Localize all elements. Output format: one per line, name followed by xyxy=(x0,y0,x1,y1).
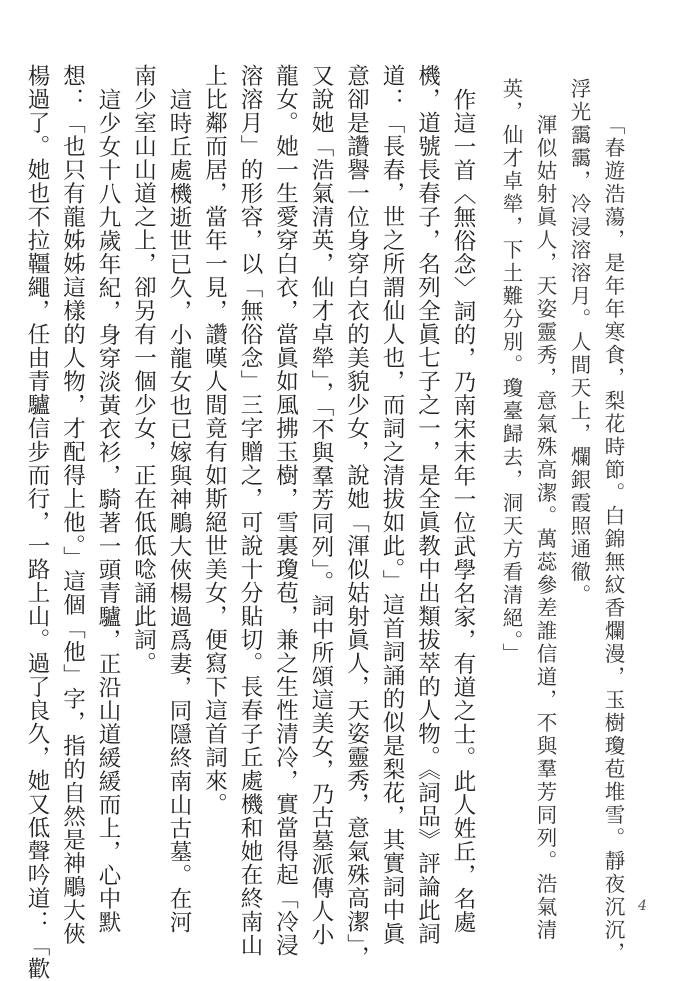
text-column: 這少女十八九歲年紀，身穿淡黃衣衫，騎著一頭青驢，正沿山道緩緩而上，心中默 xyxy=(95,88,121,934)
text-column: 龍女。她一生愛穿白衣，當眞如風拂玉樹，雪裏瓊苞，兼之生性清冷，實當得起「冷浸 xyxy=(272,64,299,957)
vertical-text-block xyxy=(19,64,631,981)
text-column: 意卻是讚譽一位身穿白衣的美貌少女，說她「渾似姑射眞人，天姿靈秀，意氣殊高潔」， xyxy=(343,64,370,970)
stanza-gap xyxy=(480,64,494,670)
text-column: 上比鄰而居，當年一見，讚嘆人間竟有如斯絕世美女，便寫下這首詞來。 xyxy=(201,64,228,816)
page-number: 4 xyxy=(638,898,647,914)
text-column: 道：「長春，世之所謂仙人也，而詞之清拔如此。」這首詞誦的似是梨花，其實詞中眞 xyxy=(379,64,405,946)
text-column: 作這一首〈無俗念〉詞的，乃南宋末年一位武學名家，有道之士。此人姓丘，名處 xyxy=(450,88,476,934)
text-column: 又說她「浩氣清英，仙才卓犖」，「不與羣芳同列」。詞中所頌這美女，乃古墓派傳人小 xyxy=(308,64,334,947)
poem-line: 浮光靄靄，冷浸溶溶月。人間天上，爛銀霞照通徹。 xyxy=(567,78,591,607)
poem-line: 「春遊浩蕩，是年年寒食，梨花時節。白錦無紋香爛漫，玉樹瓊苞堆雪。靜夜沉沉， xyxy=(601,114,625,965)
text-column: 楊過了。她也不拉韁繩，任由青驢信步而行，一路上山。過了良久，她又低聲吟道：「歡 xyxy=(24,64,50,981)
text-column: 這時丘處機逝世已久，小龍女也已嫁與神鵰大俠楊過爲妻，同隱終南山古墓。在河 xyxy=(166,88,192,934)
poem-line: 渾似姑射眞人，天姿靈秀，意氣殊高潔。萬蕊參差誰信道，不與羣芳同列。浩氣清 xyxy=(533,114,557,942)
text-column: 機，道號長春子，名列全眞七子之一，是全眞教中出類拔萃的人物。《詞品》評論此詞 xyxy=(414,64,441,946)
poem-line: 英，仙才卓犖，下土難分別。瓊臺歸去，洞天方看清絕。」 xyxy=(499,78,523,666)
text-column: 想：「也只有龍姊姊這樣的人物，才配得上他。」這個「他」字，指的自然是神鵰大俠 xyxy=(59,64,86,946)
text-column: 南少室山山道之上，卻另有一個少女，正在低低唸誦此詞。 xyxy=(130,64,157,675)
text-column: 溶溶月」的形容，以「無俗念」三字贈之，可說十分貼切。長春子丘處機和她在終南山 xyxy=(237,64,263,957)
